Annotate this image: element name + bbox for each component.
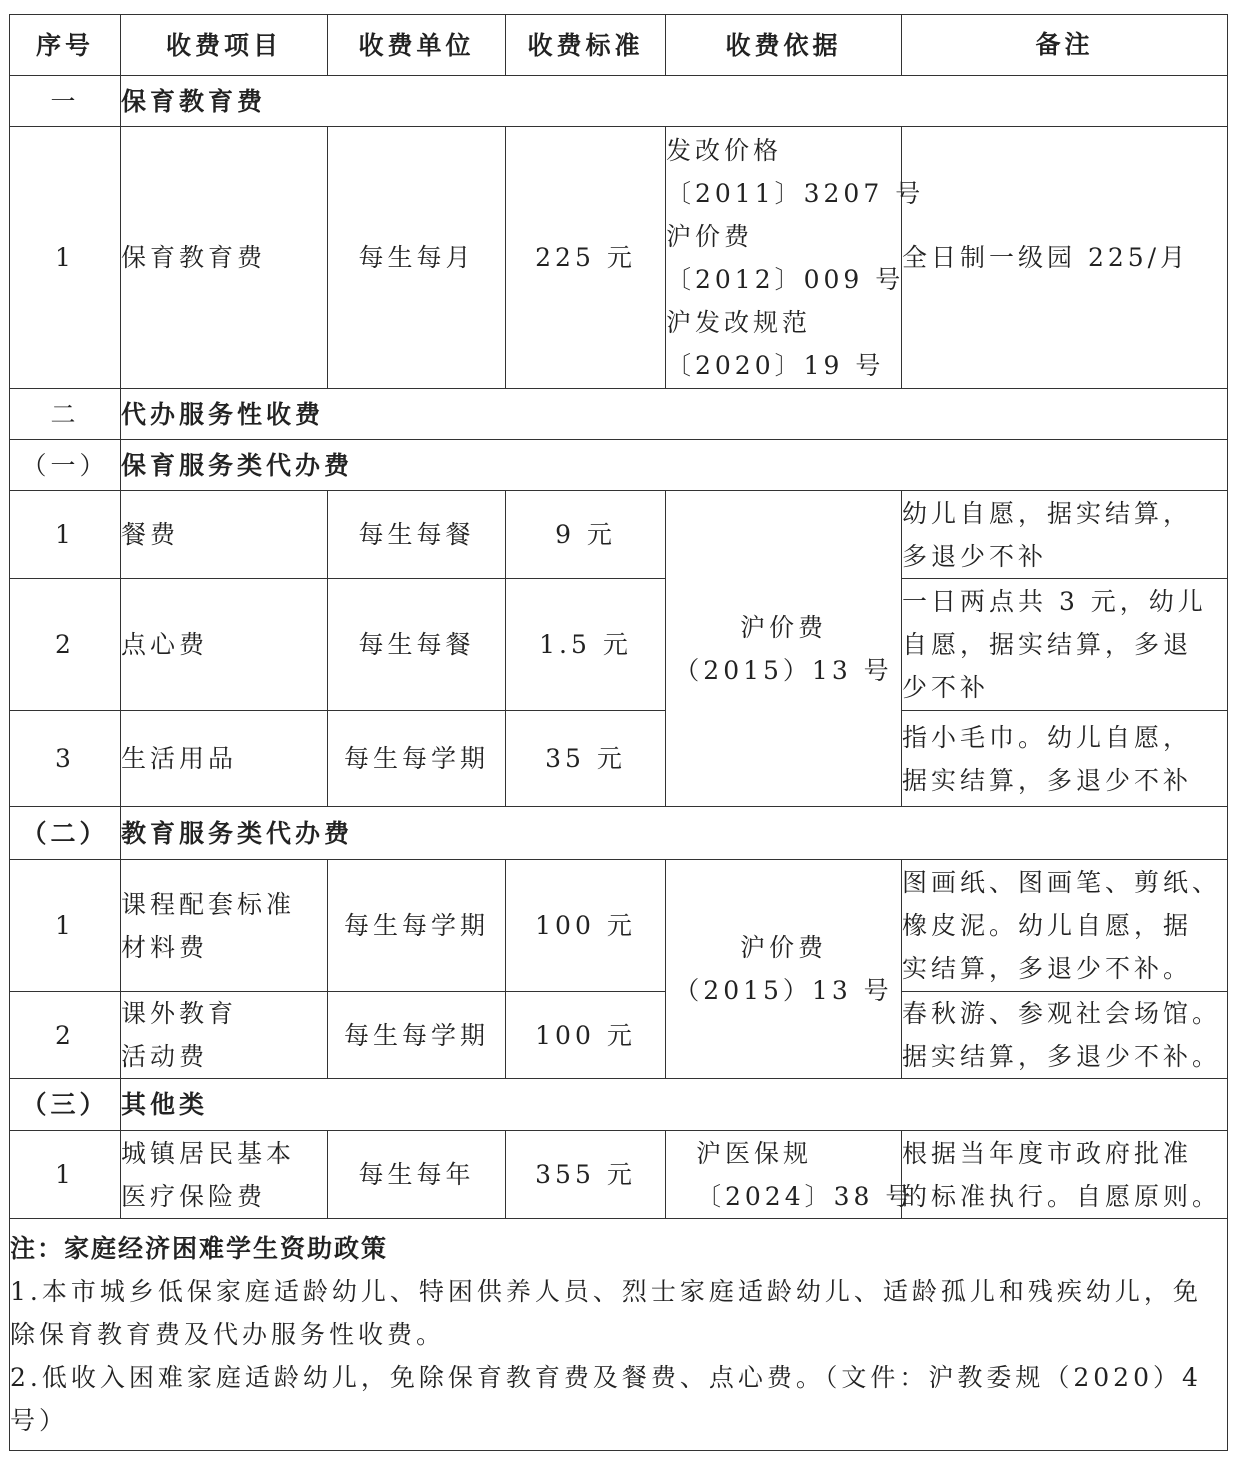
basis-line: 发改价格: [666, 135, 783, 165]
remark-line: 春秋游、参观社会场馆。: [902, 999, 1222, 1028]
row-standard: 1.5 元: [506, 579, 666, 711]
remark-line: 图画纸、图画笔、剪纸、: [902, 868, 1222, 897]
row-remark: [902, 127, 1228, 389]
basis-line: 沪医保规: [696, 1138, 813, 1168]
row-unit: 每生每月: [328, 127, 506, 389]
row-no: 1: [10, 1131, 121, 1219]
row-remark: [902, 579, 1228, 711]
item-line: 餐费: [121, 520, 180, 549]
note-paragraph: 1.本市城乡低保家庭适龄幼儿、特困供养人员、烈士家庭适龄幼儿、适龄孤儿和残疾幼儿，免除保育教育费及代办服务性收费。: [10, 1277, 1202, 1349]
table-row: [10, 579, 1228, 711]
row-item: [121, 579, 328, 711]
basis-line: 〔2020〕19 号: [666, 350, 885, 380]
section-title: 保育教育费: [121, 76, 1228, 127]
row-no: 2: [10, 579, 121, 711]
row-no: 1: [10, 860, 121, 992]
row-standard: 355 元: [506, 1131, 666, 1219]
row-remark: [902, 860, 1228, 992]
item-line: 活动费: [121, 1042, 209, 1071]
row-item: [121, 711, 328, 807]
row-unit: 每生每学期: [328, 711, 506, 807]
section-no: 一: [10, 76, 121, 127]
section-title: 保育服务类代办费: [121, 440, 1228, 491]
table-row: [10, 711, 1228, 807]
row-remark: [902, 491, 1228, 579]
section-row: [10, 807, 1228, 860]
remark-line: 指小毛巾。幼儿自愿，: [902, 722, 1193, 752]
section-title: 其他类: [121, 1079, 1228, 1131]
header-no: 序号: [10, 15, 121, 76]
section-title: 教育服务类代办费: [121, 807, 1228, 860]
item-line: 课外教育: [121, 999, 238, 1028]
basis-line: 沪发改规范: [666, 307, 812, 337]
remark-line: 全日制一级园 225/月: [902, 243, 1190, 272]
section-row: [10, 389, 1228, 440]
row-basis: [666, 1131, 915, 1219]
remark-line: 多退少不补: [902, 541, 1048, 571]
item-line: 生活用品: [121, 744, 238, 773]
row-item: [121, 860, 328, 992]
row-unit: 每生每餐: [328, 579, 506, 711]
row-item: [121, 127, 328, 389]
header-remark: 备注: [902, 15, 1228, 76]
remark-line: 据实结算，多退少不补。: [902, 1042, 1222, 1071]
row-unit: 每生每年: [328, 1131, 506, 1219]
header-item: 收费项目: [121, 15, 328, 76]
remark-line: 自愿，据实结算，多退: [902, 630, 1193, 659]
note-title: 注：家庭经济困难学生资助政策: [10, 1234, 389, 1263]
basis-line: 沪价费: [666, 221, 754, 251]
section-no: （三）: [10, 1079, 121, 1131]
row-standard: 100 元: [506, 860, 666, 992]
group-basis: [666, 491, 902, 807]
header-basis: 收费依据: [666, 15, 902, 76]
remark-line: 一日两点共 3 元，幼儿: [902, 587, 1207, 616]
fee-table: [9, 14, 1228, 1451]
table-row: [10, 1131, 1228, 1219]
row-remark: [902, 992, 1228, 1079]
table-row: [10, 491, 1228, 579]
basis-line: 〔2012〕009 号: [666, 264, 905, 294]
item-line: 保育教育费: [121, 243, 267, 272]
group-basis: [666, 860, 902, 1079]
remark-line: 的标准执行。自愿原则。: [902, 1181, 1222, 1211]
section-row: [10, 1079, 1228, 1131]
basis-line: （2015）13 号: [674, 976, 893, 1005]
note-paragraph: 2.低收入困难家庭适龄幼儿，免除保育教育费及餐费、点心费。（文件：沪教委规（2020）4号）: [10, 1363, 1202, 1435]
basis-line: 沪价费: [739, 933, 827, 962]
row-standard: 225 元: [506, 127, 666, 389]
section-no: （二）: [10, 807, 121, 860]
row-unit: 每生每学期: [328, 860, 506, 992]
item-line: 课程配套标准: [121, 889, 296, 919]
section-title: 代办服务性收费: [121, 389, 1228, 440]
row-item: [121, 491, 328, 579]
row-no: 3: [10, 711, 121, 807]
row-standard: 35 元: [506, 711, 666, 807]
basis-line: 〔2011〕3207 号: [666, 178, 925, 208]
table-row: [10, 992, 1228, 1079]
row-basis: [666, 127, 925, 389]
fee-table-body: [10, 15, 1228, 1451]
section-no: 二: [10, 389, 121, 440]
row-standard: 9 元: [506, 491, 666, 579]
remark-line: 根据当年度市政府批准: [902, 1138, 1193, 1168]
row-remark: [902, 1131, 1228, 1219]
item-line: 点心费: [121, 630, 209, 659]
row-no: 2: [10, 992, 121, 1079]
remark-line: 橡皮泥。幼儿自愿，据: [902, 911, 1193, 940]
row-unit: 每生每学期: [328, 992, 506, 1079]
item-line: 医疗保险费: [121, 1181, 267, 1211]
basis-line: 〔2024〕38 号: [696, 1181, 915, 1211]
row-no: 1: [10, 127, 121, 389]
row-item: [121, 1131, 328, 1219]
row-item: [121, 992, 328, 1079]
row-no: 1: [10, 491, 121, 579]
header-unit: 收费单位: [328, 15, 506, 76]
table-row: [10, 127, 1228, 389]
header-standard: 收费标准: [506, 15, 666, 76]
row-unit: 每生每餐: [328, 491, 506, 579]
basis-line: 沪价费: [739, 612, 827, 642]
remark-line: 少不补: [902, 673, 990, 702]
section-row: [10, 76, 1228, 127]
remark-line: 幼儿自愿，据实结算，: [902, 498, 1193, 528]
remark-line: 实结算，多退少不补。: [902, 954, 1193, 983]
section-row: [10, 440, 1228, 491]
item-line: 城镇居民基本: [121, 1138, 296, 1168]
item-line: 材料费: [121, 932, 209, 962]
row-remark: [902, 711, 1228, 807]
header-row: [10, 15, 1228, 76]
table-row: [10, 860, 1228, 992]
remark-line: 据实结算，多退少不补: [902, 765, 1193, 795]
note-row: [10, 1219, 1228, 1451]
note-cell: [10, 1219, 1228, 1451]
basis-line: （2015）13 号: [674, 655, 893, 685]
section-no: （一）: [10, 440, 121, 491]
row-standard: 100 元: [506, 992, 666, 1079]
